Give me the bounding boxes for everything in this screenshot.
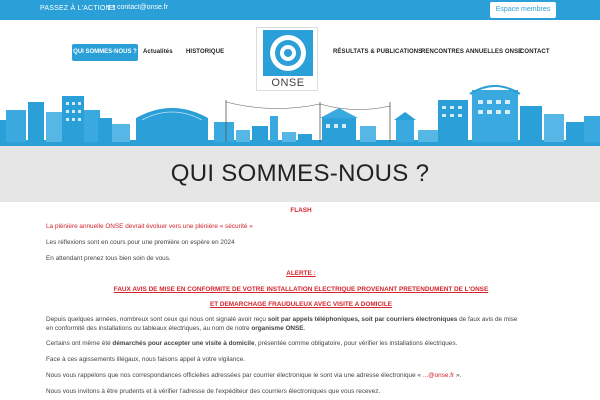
page-title-band: [0, 146, 600, 202]
paragraph-prudence: Nous vous invitons à être prudents et à vérifier l'adresse de l'expéditeur des courriers électroniques que vous recevez.: [46, 388, 381, 395]
nav-qui-sommes-nous[interactable]: QUI SOMMES-NOUS ?: [72, 44, 138, 61]
email-link[interactable]: [108, 4, 168, 11]
nav-actualites[interactable]: Actualités: [143, 49, 173, 55]
envelope-icon: [108, 5, 115, 10]
onse-logo[interactable]: [256, 27, 318, 91]
paragraph-vigilance: Face à ces agissements illégaux, nous faisons appel à votre vigilance.: [46, 356, 245, 363]
nav-rencontres-annuelles[interactable]: RENCONTRES ANNUELLES ONSE: [421, 49, 523, 55]
page-title: QUI SOMMES-NOUS ?: [170, 160, 430, 187]
nav-contact[interactable]: CONTACT: [520, 49, 550, 55]
paragraph-demarchage: Certains ont même été démarchés pour accepter une visite à domicile, présentée comme obligatoire, pour vérifier les installations électriques.: [46, 340, 458, 347]
alert-heading: ALERTE :: [286, 270, 316, 277]
onse-email-domain[interactable]: ...@onse.fr: [422, 372, 455, 379]
nav-historique[interactable]: HISTORIQUE: [186, 49, 225, 55]
paragraph-attendant: En attendant prenez tous bien soin de vous.: [46, 255, 171, 262]
paragraph-signalement-line2: en conformité des installations ou tableaux électriques, au nom de notre organisme ONSE.: [46, 325, 306, 332]
paragraph-correspondances: Nous vous rappelons que nos correspondances officielles adressées par courrier électronique le sont via une adresse électronique « ...@onse.fr ».: [46, 372, 462, 379]
alert-subheading-1: FAUX AVIS DE MISE EN CONFORMITE DE VOTRE INSTALLATION ELECTRIQUE PROVENANT PRETENDUMENT DE L'ONSE: [113, 286, 489, 293]
top-bar: [0, 0, 600, 20]
paragraph-pleniere: La plénière annuelle ONSE devrait évoluer vers une plénière « sécurité »: [46, 223, 253, 230]
flash-heading: FLASH: [290, 207, 312, 214]
cta-link[interactable]: PASSEZ À L'ACTION !: [40, 5, 116, 12]
logo-text: ONSE: [271, 77, 305, 89]
onse-logo-mark: [257, 30, 319, 78]
paragraph-signalement-line1: Depuis quelques années, nombreux sont ceux qui nous ont signalé avoir reçu soit par appels téléphoniques, soit par courriers électroniques de faux avis de mise: [46, 316, 518, 323]
nav-resultats-publications[interactable]: RÉSULTATS & PUBLICATIONS: [333, 49, 423, 55]
email-text: contact@onse.fr: [117, 4, 169, 11]
alert-subheading-2: ET DEMARCHAGE FRAUDULEUX AVEC VISITE A DOMICILE: [209, 301, 393, 308]
member-area-button[interactable]: Espace membres: [490, 2, 556, 18]
paragraph-reflexions: Les réflexions sont en cours pour une première on espère en 2024: [46, 239, 235, 246]
